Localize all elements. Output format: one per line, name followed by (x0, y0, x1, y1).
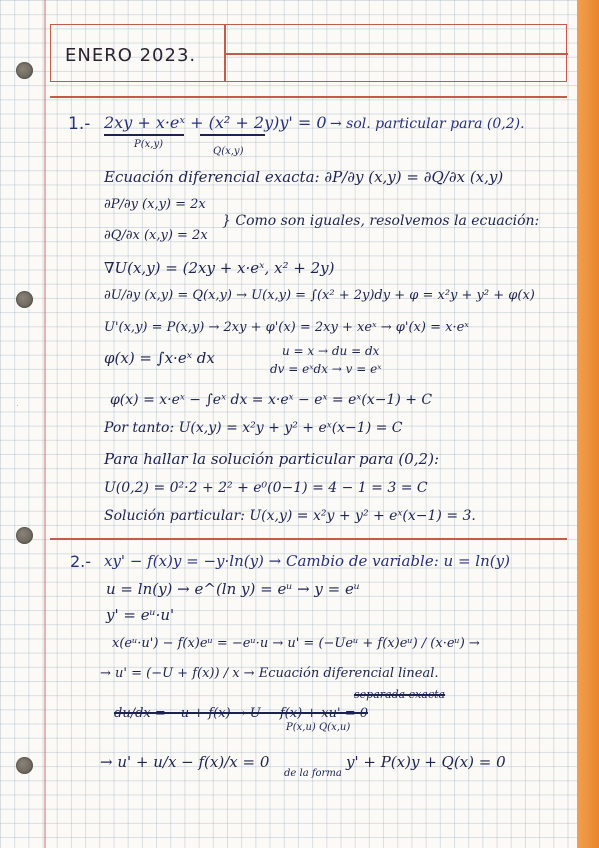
page-title: ENERO 2023. (65, 45, 197, 66)
problem-2-equation: xy' − f(x)y = −y·ln(y) → Cambio de variable: u = ln(y) (104, 552, 510, 570)
problem-1-number: 1.- (68, 114, 91, 134)
p2-line-1: u = ln(y) → e^(ln y) = eᵘ → y = eᵘ (106, 580, 360, 598)
p2-line-3: x(eᵘ·u') − f(x)eᵘ = −eᵘ·u → u' = (−Ueᵘ + f(x)eᵘ) / (x·eᵘ) → (112, 636, 480, 651)
p1-line-9: u = x → du = dx (282, 344, 380, 358)
binder-hole (16, 757, 33, 774)
label-q: Q(x,y) (213, 146, 244, 157)
p2-line-5: separada exacta (354, 688, 446, 701)
header-box (50, 24, 567, 82)
margin-line (44, 0, 46, 848)
p1-line-12: Por tanto: U(x,y) = x²y + y² + eˣ(x−1) = C (104, 420, 403, 436)
binder-hole (16, 291, 33, 308)
p1-line-5: ∇U(x,y) = (2xy + x·eˣ, x² + 2y) (104, 259, 335, 277)
p1-line-7: U'(x,y) = P(x,y) → 2xy + φ'(x) = 2xy + xeˣ → φ'(x) = x·eˣ (104, 320, 469, 335)
p2-line-6: du/dx = −u + f(x) → U − f(x) + xu' = 0 (114, 706, 369, 721)
p1-line-14: U(0,2) = 0²·2 + 2² + e⁰(0−1) = 4 − 1 = 3 = C (104, 480, 428, 496)
notebook-edge (577, 0, 599, 848)
p2-line-7: P(x,u) Q(x,u) (286, 722, 351, 733)
p1-line-6: ∂U/∂y (x,y) = Q(x,y) → U(x,y) = ∫(x² + 2y)dy + φ = x²y + y² + φ(x) (104, 288, 535, 303)
p1-line-2: ∂P/∂y (x,y) = 2x (104, 197, 206, 212)
problem-2-number: 2.- (70, 552, 92, 571)
p1-line-8: φ(x) = ∫x·eˣ dx (104, 349, 215, 367)
p2-line-10: y' + P(x)y + Q(x) = 0 (346, 753, 506, 771)
p1-line-13: Para hallar la solución particular para (0,2): (104, 450, 439, 468)
header-separator (50, 96, 567, 98)
binder-hole (16, 62, 33, 79)
p1-line-11: φ(x) = x·eˣ − ∫eˣ dx = x·eˣ − eˣ = eˣ(x−1) + C (110, 392, 433, 408)
problem-1-goal: → sol. particular para (0,2). (330, 116, 525, 132)
p2-line-4: → u' = (−U + f(x)) / x → Ecuación diferencial lineal. (100, 666, 439, 681)
p1-line-1: Ecuación diferencial exacta: ∂P/∂y (x,y) = ∂Q/∂x (x,y) (104, 168, 504, 186)
label-p: P(x,y) (134, 139, 163, 150)
p1-line-4: } Como son iguales, resolvemos la ecuación: (222, 213, 540, 229)
binder-hole (16, 527, 33, 544)
problem-separator (50, 538, 567, 540)
problem-1-equation: 2xy + x·eˣ + (x² + 2y)y' = 0 (104, 113, 327, 132)
p2-line-8: → u' + u/x − f(x)/x = 0 (100, 753, 270, 771)
p2-line-2: y' = eᵘ·u' (106, 606, 175, 624)
p1-line-10: dv = eˣdx → v = eˣ (270, 362, 382, 376)
brand-stamp: · (14, 403, 22, 408)
p1-line-3: ∂Q/∂x (x,y) = 2x (104, 228, 208, 243)
p1-line-15: Solución particular: U(x,y) = x²y + y² + eˣ(x−1) = 3. (104, 508, 476, 524)
p2-line-9: de la forma (284, 768, 342, 779)
